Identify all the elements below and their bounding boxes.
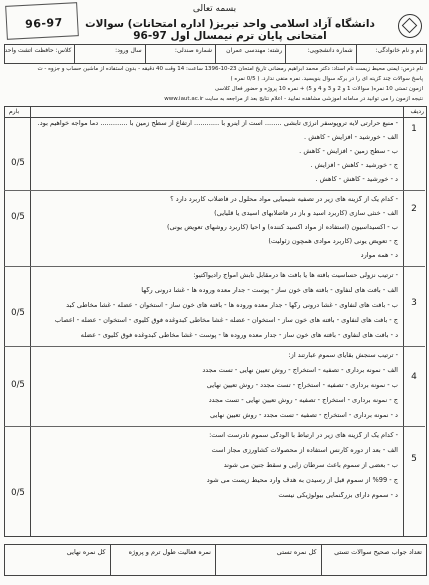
- university-logo-icon: [398, 14, 422, 38]
- question-number: 3: [411, 298, 417, 308]
- info-name: نام و نام خانوادگی:: [356, 45, 426, 63]
- answer-option: ج - 99% از سموم قبل از رسیدن به هدف وارد محیط زیست می شود: [206, 477, 398, 484]
- question-text: - منبع حرارتی لایه تروپوسفر انرژی تابشی ........ است از اینرو با ............ ارتفاع از سطح زمین با ............. دما مواجه خواهیم بود.: [37, 120, 398, 127]
- answer-option: د - سموم دارای بزرگنمایی بیولوژیکی نیست: [278, 492, 398, 499]
- question-number: 5: [411, 454, 417, 464]
- question-marks: 0/5: [11, 308, 25, 318]
- answer-option: د - خورشید - کاهش - کاهش .: [315, 176, 398, 183]
- answer-option: د - همه موارد: [360, 252, 398, 259]
- info-seat: شماره صندلی:: [145, 45, 215, 63]
- question-separator: [4, 426, 425, 427]
- handwritten-stamp: [5, 2, 79, 40]
- question-number: 4: [411, 372, 417, 382]
- answer-option: ج - خورشید - کاهش - افزایش .: [310, 162, 398, 169]
- answer-option: ب - بافت های لنفاوی - غشا درونی رگها - جدار معده وروده ها - بافته های خون ساز - استخوان - عضله - غشا مخاطی کبد: [66, 302, 398, 309]
- answer-option: ب - نمونه برداری - تصفیه - استخراج - تست مجدد - روش تعیین نهایی: [206, 382, 398, 389]
- question-text: - ترتیب سنجش بقایای سموم عبارتند از:: [288, 352, 398, 359]
- answer-option: ب - اکسیداسیون (استفاده از مواد اکسید کننده) و احیا (کاربرد روشهای تعویض یونی): [166, 224, 398, 231]
- column-divider: [30, 106, 31, 536]
- question-text: - کدام یک از گزینه های زیر در ارتباط با آلودگی سموم نادرست است:: [209, 432, 398, 439]
- answer-option: ج - نمونه برداری - استخراج - تصفیه - روش تعیین نهایی - تست مجدد: [208, 397, 398, 404]
- question-marks: 0/5: [11, 158, 25, 168]
- answer-option: ج - تعویض یونی (کاربرد موادی همچون زئولیت): [268, 238, 398, 245]
- question-separator: [4, 346, 425, 347]
- info-class: کلاس: حافظت اتشت واحد: [5, 47, 72, 54]
- note-line: پاسخ سوالات چند گزینه ای را در برگه سوال بنویسید. نمره منفی ندارد. ( 0/5 نمره ): [230, 76, 423, 82]
- question-marks: 0/5: [11, 212, 25, 222]
- question-text: - ترتیب نزولی حساسیت بافته ها یا بافت ها درمقابل تابش امواج رادیواکتیو:: [193, 272, 398, 279]
- footer-final-score: کل نمره نهایی: [66, 548, 106, 556]
- note-line: نام درس: ایمنی محیط زیست نام استاد: دکتر محمد ابراهیم رمضانی تاریخ امتحان 23-10-1396 ساعت: 14 وقت 40 دقیقه - بدون استفاده از ماشین حساب و جزوه - ت: [37, 66, 423, 72]
- answer-option: د - نمونه برداری - استخراج - تصفیه - تست مجدد - روش تعیین نهایی: [210, 412, 398, 419]
- stamp-code: 96-97: [24, 15, 64, 31]
- info-student-id: شماره دانشجویی:: [285, 45, 355, 63]
- answer-option: ج - بافت های لنفاوی - بافته های خون ساز - استخوان - عضله - غشا مخاطی کبدوغده فوق کلیوی - استخوان - عضله - اعصاب: [54, 317, 398, 324]
- question-separator: [4, 190, 425, 191]
- column-divider: [403, 106, 404, 536]
- answer-option: الف - خنثی سازی (کاربرد اسید و باز در فاضلابهای اسیدی یا قلیایی): [214, 210, 398, 217]
- question-text: - کدام یک از گزینه های زیر در تصفیه شیمیایی مواد محلول در فاضلاب کاربرد دارد ؟: [170, 196, 398, 203]
- answer-option: ب - بعضی از سموم باعث سرطان زایی و سقط جنین می شوند: [223, 462, 398, 469]
- answer-option: الف - بعد از دوره کارنس استفاده از محصولات کشاورزی مجاز است: [211, 447, 398, 454]
- exam-title: دانشگاه آزاد اسلامی واحد تبریز( اداره امتحانات) سوالات امتحانی پایان ترم نیمسال اول 97-96: [85, 18, 375, 42]
- footer-test-total: کل نمره تستی: [215, 545, 321, 575]
- note-line: نتیجه آزمون را می توانید در سامانه آموزشی مشاهده نمایید - اعلام نتایج بعد از مراجعه به سایت www.iaut.ac.ir: [164, 96, 423, 102]
- info-entry-year: سال ورود:: [74, 45, 144, 63]
- row-header: ردیف: [410, 108, 424, 115]
- marks-header: بارم: [9, 108, 20, 115]
- question-marks: 0/5: [11, 488, 25, 498]
- info-major: رشته: مهندسی عمران: [215, 45, 285, 63]
- answer-option: الف - نمونه برداری - تصفیه - استخراج - روش تعیین نهایی - تست مجدد: [202, 367, 398, 374]
- answer-option: الف - بافت های لنفاوی - بافته های خون ساز - پوست - جدار معده وروده ها - غشا درونی رگها: [141, 287, 398, 294]
- question-number: 1: [411, 124, 417, 134]
- answer-option: الف - خورشید - افزایش - کاهش .: [304, 134, 398, 141]
- basmala: بسمه تعالی: [192, 4, 237, 14]
- question-marks: 0/5: [11, 380, 25, 390]
- student-info-table: [4, 44, 427, 64]
- note-line: آزمون تستی 10 نمره( سوالات 1 و 2 و 3 و 4 و 5) + نمره 10 پروژه و حضور فعال کلاسی: [214, 86, 423, 92]
- question-separator: [4, 266, 425, 267]
- answer-option: ب - سطح زمین - افزایش - کاهش .: [299, 148, 398, 155]
- footer-correct-count: تعداد جواب صحیح سوالات تستی: [321, 545, 427, 575]
- footer-project-score: نمره فعالیت طول ترم و پروژه: [110, 545, 216, 575]
- question-number: 2: [411, 204, 417, 214]
- score-footer-table: [4, 544, 427, 576]
- answer-option: د - بافت های لنفاوی - بافته های خون ساز - جدار معده وروده ها - پوست - غشا مخاطی کبدوغده فوق کلیوی - عضله: [80, 332, 398, 339]
